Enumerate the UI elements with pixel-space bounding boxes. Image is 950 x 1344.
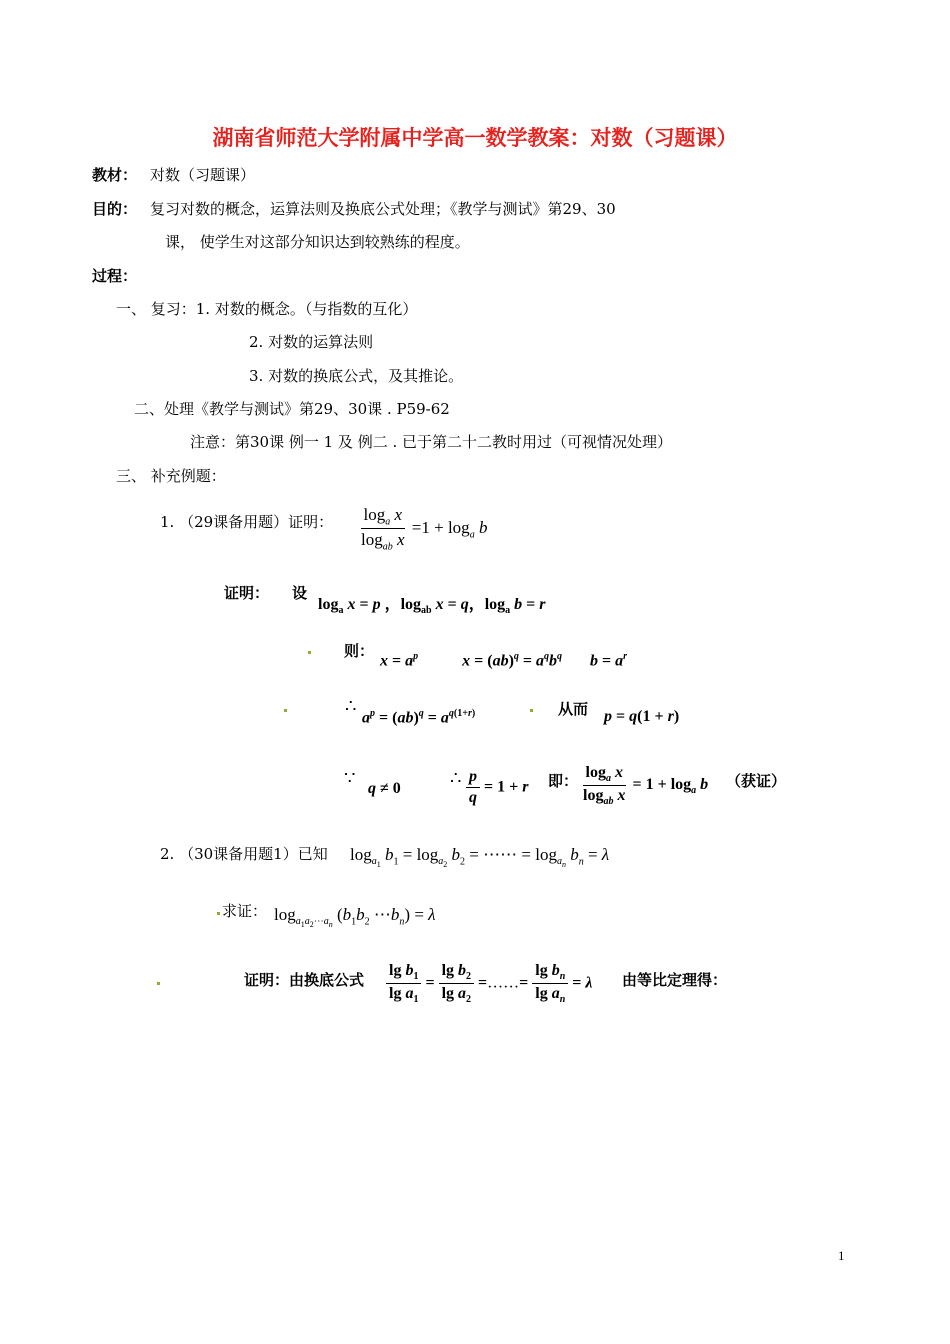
- section-3-line: 三、 补充例题：: [116, 467, 226, 485]
- section-2-note: 注意：第30课 例一 1 及 例二 . 已于第二十二教时用过（可视情况处理）: [190, 433, 673, 451]
- proof-1-ie: 即：: [548, 772, 579, 790]
- proof-2-label: 证明：由换底公式: [244, 971, 365, 989]
- proof-1-because: ∵: [344, 768, 356, 789]
- goal-line-1: 复习对数的概念，运算法则及换底公式处理；《教学与测试》第29、30: [150, 200, 616, 218]
- proof-2-ellipsis: ……: [487, 974, 520, 992]
- example-1-label: 1. （29课备用题）证明：: [160, 513, 334, 531]
- example-1-formula: $\frac{\log_a x}{\log_{ab} x}$ $=1 + \log_a b$: [361, 505, 488, 553]
- example-2-prove-label: 求证：: [222, 902, 268, 920]
- proof-1-therefore-2: ∴: [450, 768, 462, 789]
- example-2-label: 2. （30课备用题1）已知: [160, 845, 328, 863]
- proof-1-hence: 从而: [558, 700, 589, 718]
- review-line-3: 3. 对数的换底公式，及其推论。: [249, 367, 464, 385]
- proof-1-set: 设: [292, 584, 308, 602]
- document-title: 湖南省师范大学附属中学高一数学教案：对数（习题课）: [212, 126, 738, 150]
- proof-1-nonzero: q ≠ 0: [368, 780, 401, 797]
- proof-1-exponent-forms: $x = a^p$ $x = (ab)^q = a^qb^q$ $b = a^r$: [380, 651, 628, 670]
- example-2-prove-formula: $\log_{a_1a_2\cdots a_n} (b_1b_2$ $\cdots b_n) = \lambda$: [274, 905, 436, 930]
- review-line-1: 一、 复习：1. 对数的概念。（与指数的互化）: [116, 300, 418, 318]
- proof-1-qed: （获证）: [726, 772, 787, 790]
- review-line-2: 2. 对数的运算法则: [249, 333, 374, 351]
- proof-1-equation: $a^p = (ab)^q = a^{q(1+r)}$: [362, 708, 476, 727]
- example-2-given: $\log_{a_1} b_1 = \log_{a_2} b_2$ = ⋯⋯ = $\log_{a_n} b_n = \lambda$: [350, 845, 610, 870]
- material-label: 教材：: [92, 166, 138, 184]
- proof-1-therefore: ∴: [345, 696, 357, 717]
- page-number: 1: [838, 1248, 845, 1263]
- proof-2-formula: $\frac{\lg b_1}{\lg a_1}$ = $\frac{\lg b_2}{\lg a_2}$ =……= $\frac{\lg b_n}{\lg a_n}$ = λ: [386, 962, 593, 1005]
- goal-line-2: 课， 使学生对这部分知识达到较熟练的程度。: [165, 233, 470, 251]
- proof-1-then: 则：: [344, 642, 375, 660]
- proof-1-conclusion: $\frac{\log_a x}{\log_{ab} x}$ = $1 + \log_a b$: [583, 764, 709, 808]
- material-text: 对数（习题课）: [150, 166, 256, 184]
- process-label: 过程：: [92, 267, 138, 285]
- proof-1-ratio: $\frac{p}{q}$ = 1 + r: [466, 768, 528, 807]
- proof-1-definitions: $\log_a x = p$ ，$\log_{ab} x = q$，$\log_a b = r$: [318, 596, 546, 617]
- proof-1-label: 证明：: [224, 584, 270, 602]
- proof-1-result: p = q(1 + r): [604, 708, 680, 725]
- proof-2-tail: 由等比定理得：: [622, 971, 728, 989]
- section-2-line: 二、处理《教学与测试》第29、30课 . P59-62: [134, 400, 450, 418]
- goal-label: 目的：: [92, 200, 138, 218]
